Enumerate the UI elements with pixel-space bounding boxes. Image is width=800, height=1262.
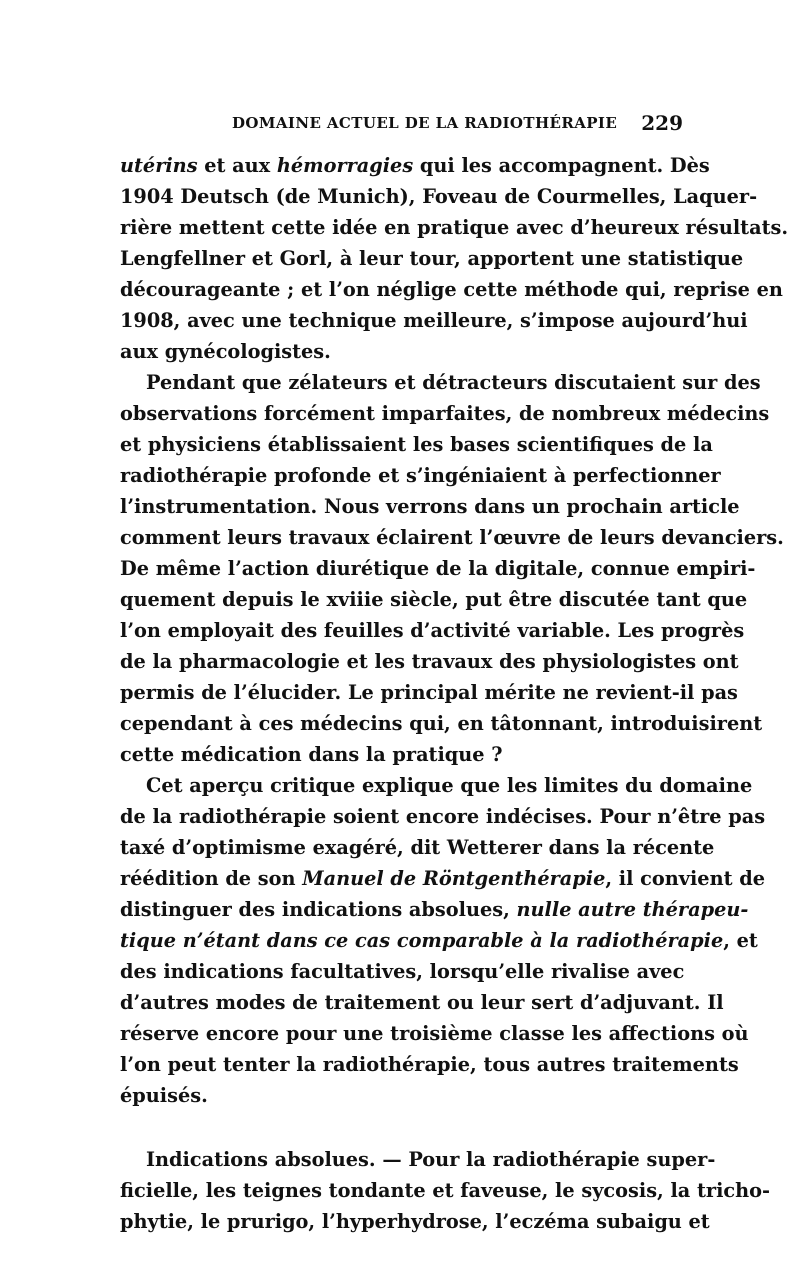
text-line	[120, 243, 744, 274]
text-line	[120, 460, 721, 491]
text-span: des indications facultatives, lorsqu’elle rivalise avec	[120, 960, 685, 983]
text-span: permis de l’élucider. Le principal mérite ne revient-il pas	[120, 681, 738, 704]
text-span: cependant à ces médecins qui, en tâtonnant, introduisirent	[120, 712, 763, 735]
text-span: décourageante ; et l’on néglige cette méthode qui, reprise en	[120, 278, 783, 301]
text-line	[120, 894, 749, 925]
text-span: comment leurs travaux éclairent l’œuvre de leurs devanciers.	[120, 526, 784, 549]
text-line	[120, 615, 745, 646]
text-span: Pendant que zélateurs et détracteurs discutaient sur des	[146, 371, 761, 394]
text-span: aux gynécologistes.	[120, 340, 331, 363]
text-line	[120, 708, 763, 739]
text-span: radiothérapie profonde et s’ingéniaient à perfectionner	[120, 464, 721, 487]
text-span: qui les accompagnent. Dès	[413, 154, 710, 177]
text-span: épuisés.	[120, 1084, 208, 1107]
text-line	[120, 584, 748, 615]
text-span: l’on employait des feuilles d’activité variable. Les progrès	[120, 619, 745, 642]
italic-text: nulle autre thérapeu-	[516, 898, 749, 921]
text-span: Lengfellner et Gorl, à leur tour, apportent une statistique	[120, 247, 744, 270]
text-line	[120, 770, 753, 801]
text-line	[120, 1206, 710, 1237]
text-span: et physiciens établissaient les bases scientifiques de la	[120, 433, 713, 456]
text-span: l’on peut tenter la radiothérapie, tous autres traitements	[120, 1053, 739, 1076]
text-span: phytie, le prurigo, l’hyperhydrose, l’eczéma subaigu et	[120, 1210, 710, 1233]
text-line	[120, 1144, 716, 1175]
text-line	[120, 987, 724, 1018]
text-line	[120, 646, 739, 677]
text-line	[120, 1018, 749, 1049]
text-span: rière mettent cette idée en pratique avec d’heureux résultats.	[120, 216, 789, 239]
text-span: quement depuis le xviiie siècle, put être discutée tant que	[120, 588, 748, 611]
text-line	[120, 336, 680, 367]
running-head	[120, 111, 683, 140]
page-number: 229	[641, 111, 683, 135]
text-span: de la radiothérapie soient encore indécises. Pour n’être pas	[120, 805, 766, 828]
text-line	[120, 677, 738, 708]
text-line	[120, 832, 715, 863]
body-text	[120, 150, 789, 1237]
italic-text: utérins	[120, 154, 198, 177]
text-span: , il convient de	[605, 867, 765, 890]
text-line	[120, 181, 758, 212]
text-span: Cet aperçu critique explique que les limites du domaine	[146, 774, 753, 797]
text-line	[120, 739, 680, 770]
text-span: l’instrumentation. Nous verrons dans un prochain article	[120, 495, 740, 518]
text-line	[120, 398, 770, 429]
text-line	[120, 429, 713, 460]
text-span: distinguer des indications absolues,	[120, 898, 517, 921]
italic-text: Manuel de Röntgenthérapie	[302, 867, 606, 890]
text-span: cette médication dans la pratique ?	[120, 743, 503, 766]
text-line	[120, 522, 784, 553]
running-head-title: DOMAINE ACTUEL DE LA RADIOTHÉRAPIE	[232, 114, 618, 132]
text-line	[120, 491, 740, 522]
text-span: , et	[723, 929, 758, 952]
text-span: Indications absolues. — Pour la radiothérapie super-	[146, 1148, 716, 1171]
text-line	[120, 1080, 680, 1111]
text-line	[120, 956, 685, 987]
text-span: d’autres modes de traitement ou leur sert d’adjuvant. Il	[120, 991, 724, 1014]
text-span: ficielle, les teignes tondante et faveuse, le sycosis, la tricho-	[120, 1179, 771, 1202]
text-line	[120, 801, 766, 832]
text-span: réédition de son	[120, 867, 303, 890]
text-span: observations forcément imparfaites, de nombreux médecins	[120, 402, 770, 425]
text-line	[120, 212, 789, 243]
italic-text: hémorragies	[276, 154, 414, 177]
text-span: de la pharmacologie et les travaux des physiologistes ont	[120, 650, 739, 673]
text-line	[120, 367, 761, 398]
text-span: De même l’action diurétique de la digitale, connue empiri-	[120, 557, 756, 580]
text-line	[120, 863, 765, 894]
section-gap	[120, 1111, 680, 1144]
text-span: et aux	[197, 154, 277, 177]
text-span: réserve encore pour une troisième classe les affections où	[120, 1022, 749, 1045]
text-span: taxé d’optimisme exagéré, dit Wetterer dans la récente	[120, 836, 715, 859]
text-span: 1904 Deutsch (de Munich), Foveau de Courmelles, Laquer-	[120, 185, 758, 208]
text-line	[120, 1175, 771, 1206]
text-line	[120, 274, 783, 305]
text-line	[120, 150, 710, 181]
italic-text: tique n’étant dans ce cas comparable à la radiothérapie	[120, 929, 724, 952]
text-line	[120, 305, 748, 336]
text-line	[120, 925, 758, 956]
text-line	[120, 1049, 739, 1080]
text-line	[120, 553, 756, 584]
text-span: 1908, avec une technique meilleure, s’impose aujourd’hui	[120, 309, 748, 332]
